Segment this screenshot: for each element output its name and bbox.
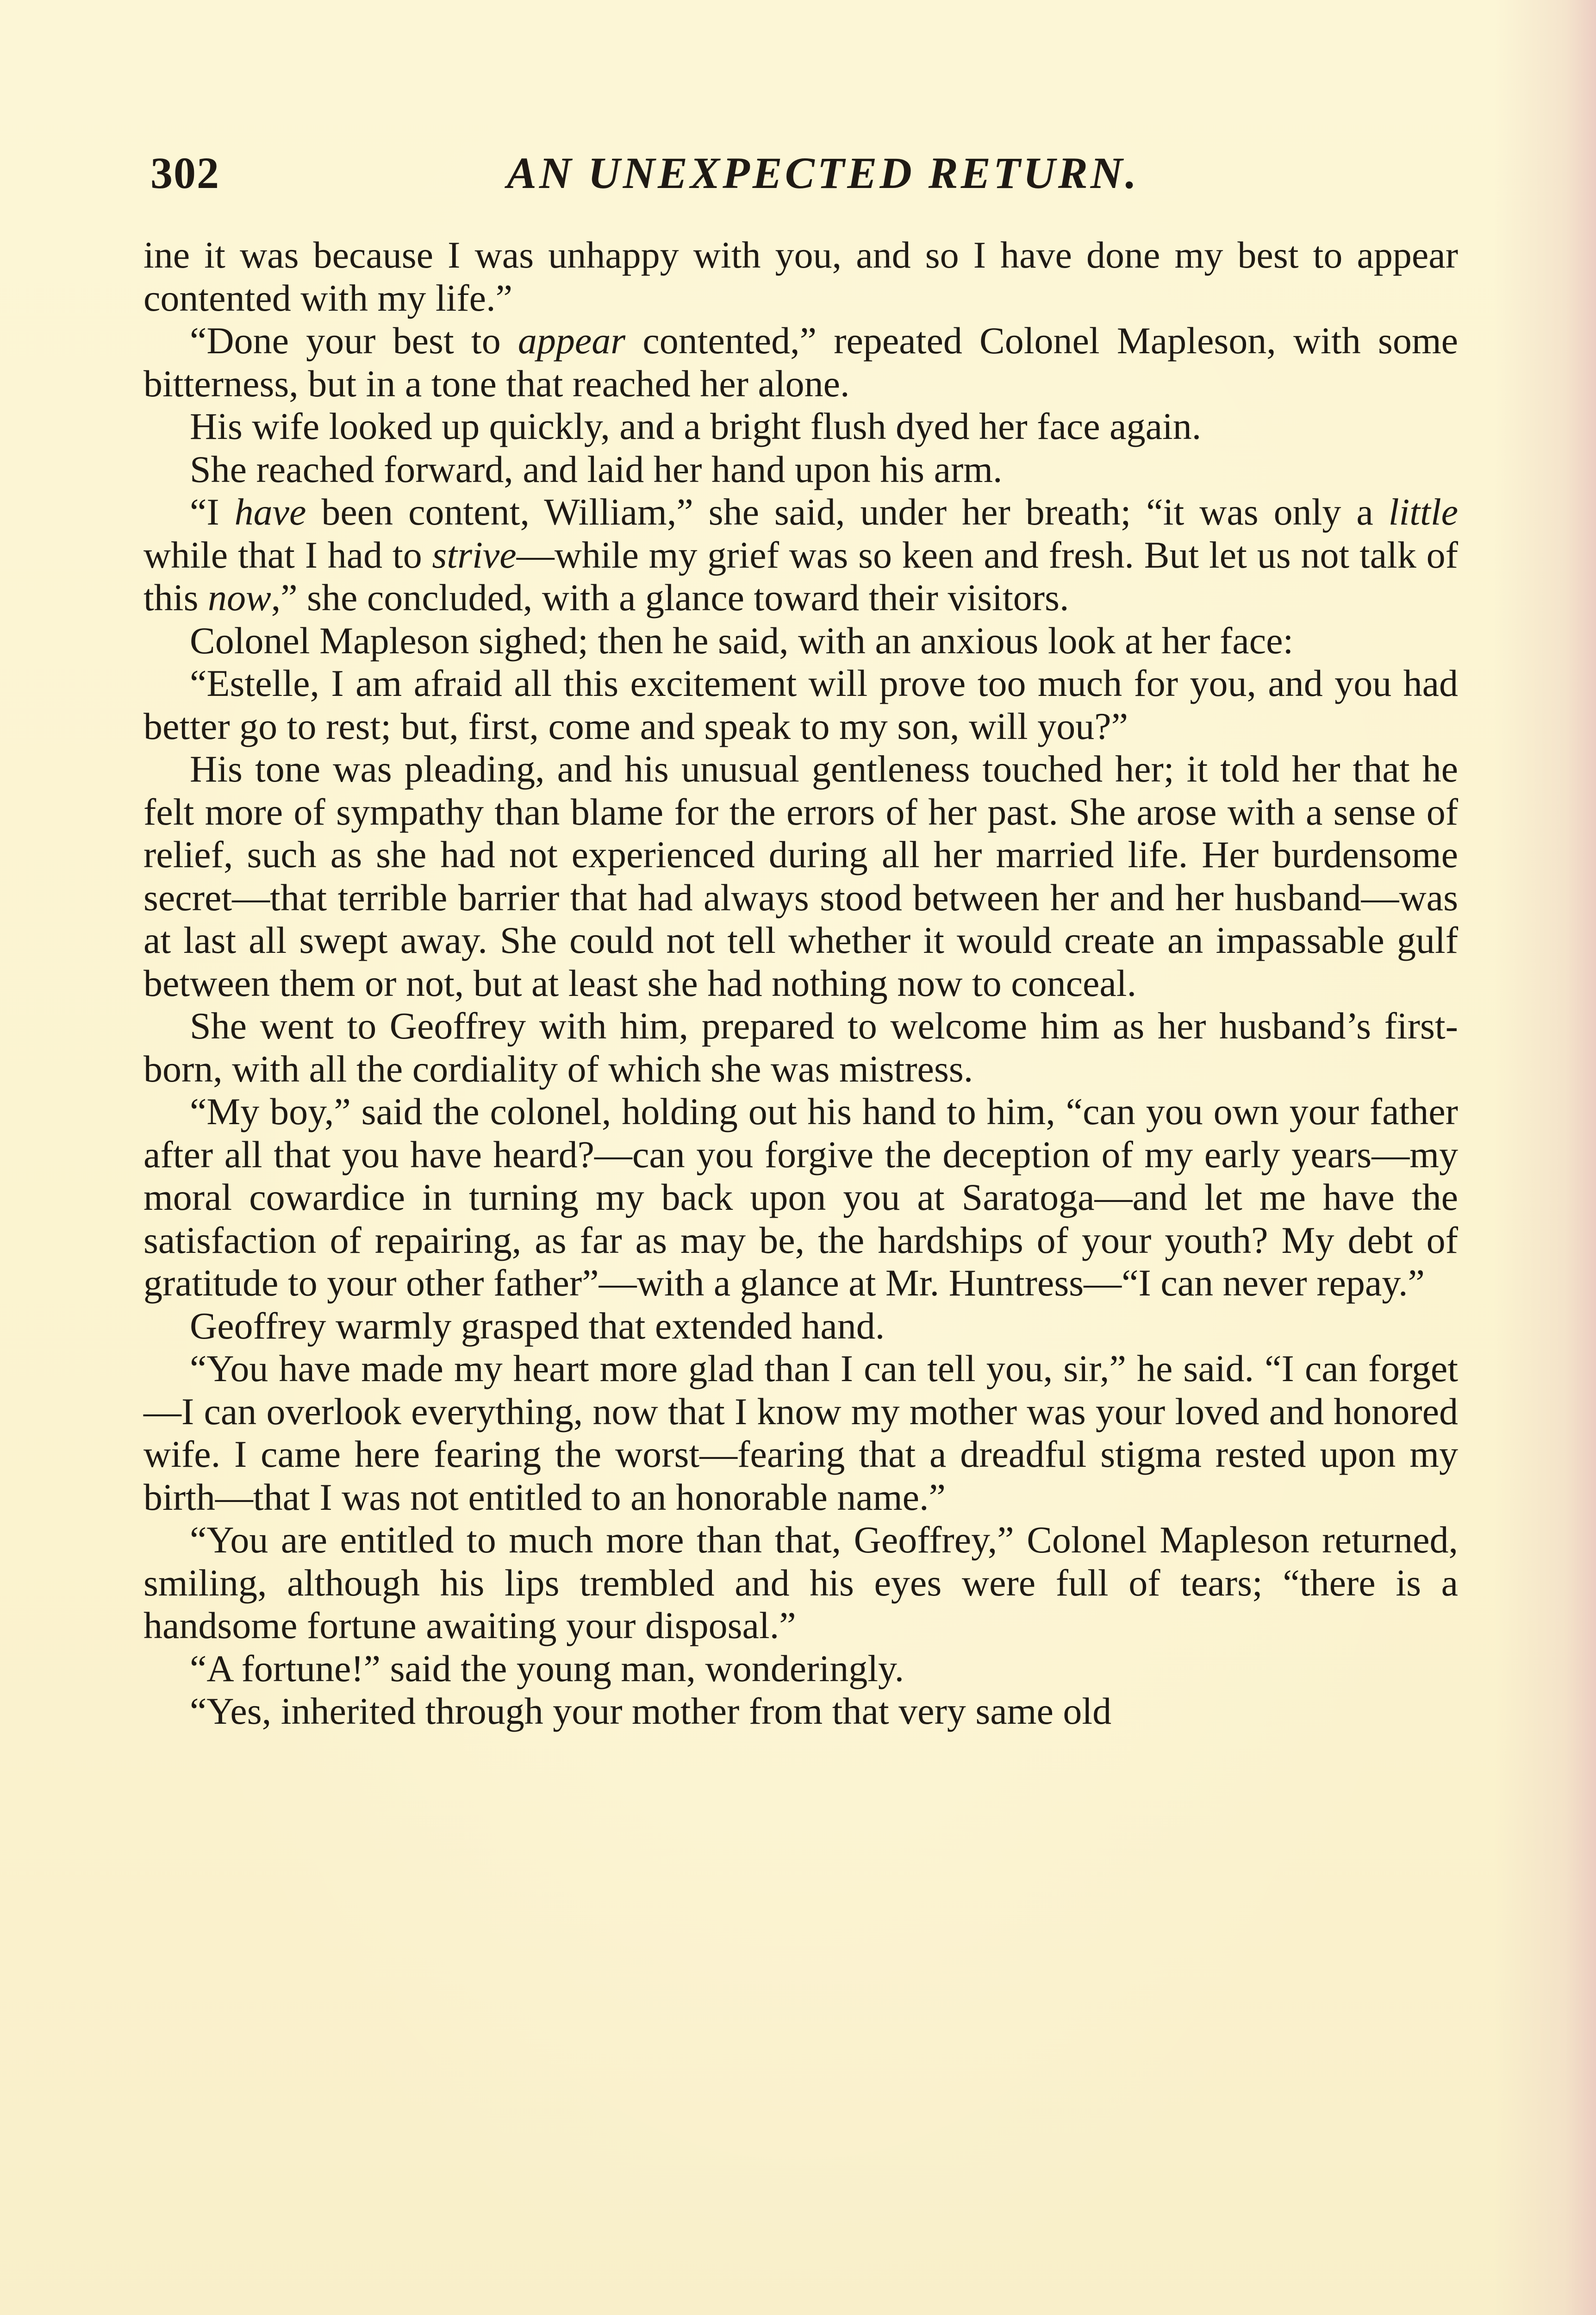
text-segment: while that I had to xyxy=(143,533,432,576)
paragraph xyxy=(143,619,1458,663)
page-number: 302 xyxy=(150,148,220,198)
text-segment: “My boy,” said the colonel, holding out his hand to him, “can you own your father after all that you have heard?—can you forgive the deception of my early years—my moral cowardice in turning my back upon you at Saratoga—and let me have the satisfaction of repairing, as far as may be, the hardships of your youth? My debt of gratitude to your other father”—with a glance at Mr. Huntress—“I can never repay.” xyxy=(143,1090,1458,1304)
text-segment: Geoffrey warmly grasped that extended hand. xyxy=(190,1304,885,1347)
text-segment: His wife looked up quickly, and a bright flush dyed her face again. xyxy=(190,405,1202,447)
text-segment: ine it was because I was unhappy with you, and so I have done my best to appear contented with my life.” xyxy=(143,234,1458,319)
paragraph xyxy=(143,1647,1458,1690)
page-header xyxy=(150,147,1460,212)
text-segment: “Estelle, I am afraid all this excitement will prove too much for you, and you had better go to rest; but, first, come and speak to my son, will you?” xyxy=(143,662,1458,747)
italic-text: appear xyxy=(517,319,626,362)
italic-text: little xyxy=(1388,491,1458,533)
paragraph xyxy=(143,405,1458,448)
text-segment: —while my grief was so keen and fresh. But let us not talk of this xyxy=(143,533,1458,619)
text-segment: “Done your best to xyxy=(190,319,518,362)
text-segment: “A fortune!” said the young man, wonderingly. xyxy=(190,1647,904,1689)
paragraph xyxy=(143,1347,1458,1519)
paragraph xyxy=(143,1690,1458,1733)
text-segment: ,” she concluded, with a glance toward their visitors. xyxy=(271,576,1069,619)
text-segment: “I xyxy=(190,491,235,533)
italic-text: strive xyxy=(432,533,517,576)
text-segment: Colonel Mapleson sighed; then he said, with an anxious look at her face: xyxy=(190,619,1294,662)
paragraph xyxy=(143,1305,1458,1348)
paragraph xyxy=(143,1519,1458,1647)
text-segment: been content, William,” she said, under her breath; “it was only a xyxy=(306,491,1389,533)
paragraph xyxy=(143,448,1458,491)
italic-text: now xyxy=(207,576,271,619)
italic-text: have xyxy=(234,491,306,533)
paragraph xyxy=(143,748,1458,1005)
paragraph xyxy=(143,319,1458,405)
paragraph xyxy=(143,662,1458,748)
paragraph xyxy=(143,491,1458,619)
text-segment: She reached forward, and laid her hand upon his arm. xyxy=(190,448,1003,490)
text-segment: She went to Geoffrey with him, prepared to welcome him as her husband’s first-born, with all the cordiality of which she was mistress. xyxy=(143,1005,1458,1090)
text-segment: His tone was pleading, and his unusual gentleness touched her; it told her that he felt more of sympathy than blame for the errors of her past. She arose with a sense of relief, such as she had not experienced during all her married life. Her burdensome secret—that terrible barrier that had always stood between her and her husband—was at last all swept away. She could not tell whether it would create an impassable gulf between them or not, but at least she had nothing now to conceal. xyxy=(143,748,1458,1004)
page-edge-shading-right xyxy=(1494,0,1596,2315)
paragraph xyxy=(143,1005,1458,1090)
text-segment: “You have made my heart more glad than I can tell you, sir,” he said. “I can forget—I can overlook everything, now that I know my mother was your loved and honored wife. I came here fearing the worst—fearing that a dreadful stigma rested upon my birth—that I was not entitled to an honorable name.” xyxy=(143,1347,1458,1518)
paragraph xyxy=(143,1090,1458,1305)
text-segment: “Yes, inherited through your mother from that very same old xyxy=(190,1690,1112,1732)
text-segment: “You are entitled to much more than that, Geoffrey,” Colonel Mapleson returned, smiling, although his lips trembled and his eyes were full of tears; “there is a handsome fortune awaiting your disposal.” xyxy=(143,1519,1458,1646)
text-segment: contented,” repeated Colonel Mapleson, with some bitterness, but in a tone that reached her alone. xyxy=(143,319,1458,405)
body-text xyxy=(143,234,1458,1733)
running-head: AN UNEXPECTED RETURN. xyxy=(507,148,1140,198)
paragraph xyxy=(143,234,1458,319)
